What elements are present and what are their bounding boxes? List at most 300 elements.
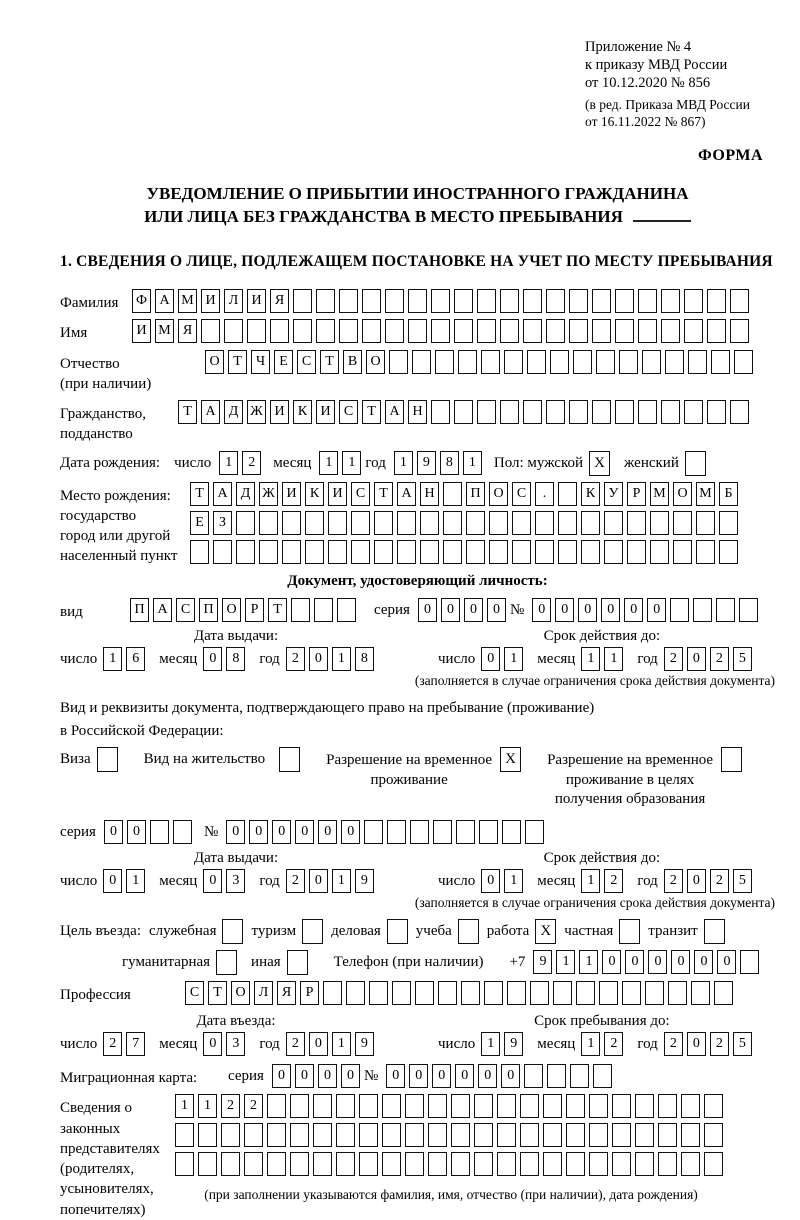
- char-box[interactable]: Д: [236, 482, 255, 506]
- char-box[interactable]: [730, 400, 749, 424]
- char-box[interactable]: Д: [224, 400, 243, 424]
- char-box[interactable]: [688, 350, 707, 374]
- char-box[interactable]: [520, 1094, 539, 1118]
- char-box[interactable]: [704, 1152, 723, 1176]
- char-box[interactable]: [290, 1094, 309, 1118]
- surname-boxes[interactable]: [132, 289, 753, 313]
- char-box[interactable]: [316, 319, 335, 343]
- char-box[interactable]: [431, 289, 450, 313]
- char-box[interactable]: [638, 319, 657, 343]
- char-box[interactable]: [670, 598, 689, 622]
- char-box[interactable]: 0: [203, 869, 222, 893]
- char-box[interactable]: Т: [362, 400, 381, 424]
- char-box[interactable]: З: [213, 511, 232, 535]
- char-box[interactable]: [604, 511, 623, 535]
- char-box[interactable]: 1: [332, 1032, 351, 1056]
- char-box[interactable]: 1: [175, 1094, 194, 1118]
- char-box[interactable]: [661, 289, 680, 313]
- char-box[interactable]: [570, 1064, 589, 1088]
- char-box[interactable]: [592, 400, 611, 424]
- char-box[interactable]: [500, 289, 519, 313]
- char-box[interactable]: [525, 820, 544, 844]
- char-box[interactable]: 0: [464, 598, 483, 622]
- char-box[interactable]: [592, 289, 611, 313]
- char-box[interactable]: [443, 482, 462, 506]
- char-box[interactable]: 0: [717, 950, 736, 974]
- char-box[interactable]: 0: [432, 1064, 451, 1088]
- char-box[interactable]: 1: [604, 647, 623, 671]
- char-box[interactable]: 2: [710, 647, 729, 671]
- visa-checkbox[interactable]: [97, 747, 118, 772]
- char-box[interactable]: [707, 319, 726, 343]
- char-box[interactable]: [650, 511, 669, 535]
- char-box[interactable]: 0: [481, 869, 500, 893]
- char-box[interactable]: [716, 598, 735, 622]
- char-box[interactable]: [374, 540, 393, 564]
- char-box[interactable]: [431, 319, 450, 343]
- char-box[interactable]: С: [339, 400, 358, 424]
- char-box[interactable]: 2: [710, 1032, 729, 1056]
- char-box[interactable]: [707, 400, 726, 424]
- identity-issue-year-boxes[interactable]: [286, 647, 378, 671]
- char-box[interactable]: [392, 981, 411, 1005]
- char-box[interactable]: [405, 1094, 424, 1118]
- char-box[interactable]: [581, 540, 600, 564]
- char-box[interactable]: [313, 1123, 332, 1147]
- char-box[interactable]: С: [185, 981, 204, 1005]
- doc-series-boxes[interactable]: [418, 598, 510, 622]
- identity-until-day-boxes[interactable]: [481, 647, 527, 671]
- char-box[interactable]: [524, 1064, 543, 1088]
- char-box[interactable]: 3: [226, 1032, 245, 1056]
- char-box[interactable]: [412, 350, 431, 374]
- char-box[interactable]: Ж: [259, 482, 278, 506]
- char-box[interactable]: 2: [286, 647, 305, 671]
- char-box[interactable]: [566, 1094, 585, 1118]
- char-box[interactable]: 0: [272, 820, 291, 844]
- char-box[interactable]: [359, 1152, 378, 1176]
- char-box[interactable]: О: [673, 482, 692, 506]
- char-box[interactable]: [523, 400, 542, 424]
- char-box[interactable]: [569, 400, 588, 424]
- char-box[interactable]: [734, 350, 753, 374]
- birthdate-year-boxes[interactable]: [394, 451, 486, 475]
- char-box[interactable]: 0: [309, 647, 328, 671]
- birthdate-month-boxes[interactable]: [319, 451, 365, 475]
- char-box[interactable]: 0: [687, 1032, 706, 1056]
- char-box[interactable]: [397, 511, 416, 535]
- char-box[interactable]: [415, 981, 434, 1005]
- char-box[interactable]: [374, 511, 393, 535]
- char-box[interactable]: [267, 1152, 286, 1176]
- char-box[interactable]: 2: [244, 1094, 263, 1118]
- char-box[interactable]: [681, 1123, 700, 1147]
- char-box[interactable]: 0: [602, 950, 621, 974]
- char-box[interactable]: И: [132, 319, 151, 343]
- char-box[interactable]: [512, 540, 531, 564]
- permit-issue-month-boxes[interactable]: [203, 869, 249, 893]
- char-box[interactable]: [658, 1094, 677, 1118]
- char-box[interactable]: 1: [332, 647, 351, 671]
- purpose-humanitarian-checkbox[interactable]: [216, 950, 237, 975]
- char-box[interactable]: [385, 319, 404, 343]
- char-box[interactable]: [150, 820, 169, 844]
- char-box[interactable]: [497, 1094, 516, 1118]
- char-box[interactable]: [454, 289, 473, 313]
- char-box[interactable]: 0: [601, 598, 620, 622]
- char-box[interactable]: 9: [355, 869, 374, 893]
- char-box[interactable]: [454, 319, 473, 343]
- citizenship-boxes[interactable]: [178, 400, 753, 424]
- char-box[interactable]: 2: [710, 869, 729, 893]
- char-box[interactable]: И: [270, 400, 289, 424]
- char-box[interactable]: [337, 598, 356, 622]
- char-box[interactable]: 0: [418, 598, 437, 622]
- char-box[interactable]: Т: [374, 482, 393, 506]
- char-box[interactable]: 1: [481, 1032, 500, 1056]
- birthplace-row1-boxes[interactable]: [190, 482, 742, 506]
- char-box[interactable]: [558, 540, 577, 564]
- char-box[interactable]: [175, 1152, 194, 1176]
- char-box[interactable]: 1: [342, 451, 361, 475]
- char-box[interactable]: 1: [556, 950, 575, 974]
- char-box[interactable]: 2: [664, 869, 683, 893]
- char-box[interactable]: 0: [555, 598, 574, 622]
- char-box[interactable]: [213, 540, 232, 564]
- char-box[interactable]: [711, 350, 730, 374]
- char-box[interactable]: Р: [245, 598, 264, 622]
- char-box[interactable]: [397, 540, 416, 564]
- char-box[interactable]: [635, 1094, 654, 1118]
- char-box[interactable]: 0: [272, 1064, 291, 1088]
- char-box[interactable]: [339, 289, 358, 313]
- identity-issue-day-boxes[interactable]: [103, 647, 149, 671]
- char-box[interactable]: 0: [578, 598, 597, 622]
- char-box[interactable]: Я: [178, 319, 197, 343]
- char-box[interactable]: [596, 350, 615, 374]
- char-box[interactable]: 8: [355, 647, 374, 671]
- char-box[interactable]: К: [305, 482, 324, 506]
- char-box[interactable]: [477, 400, 496, 424]
- char-box[interactable]: У: [604, 482, 623, 506]
- char-box[interactable]: [543, 1123, 562, 1147]
- char-box[interactable]: Я: [270, 289, 289, 313]
- char-box[interactable]: И: [316, 400, 335, 424]
- entry-day-boxes[interactable]: [103, 1032, 149, 1056]
- char-box[interactable]: 0: [295, 1064, 314, 1088]
- char-box[interactable]: М: [155, 319, 174, 343]
- char-box[interactable]: [530, 981, 549, 1005]
- char-box[interactable]: 0: [671, 950, 690, 974]
- char-box[interactable]: [336, 1123, 355, 1147]
- char-box[interactable]: [428, 1123, 447, 1147]
- char-box[interactable]: [305, 540, 324, 564]
- char-box[interactable]: [198, 1152, 217, 1176]
- char-box[interactable]: [550, 350, 569, 374]
- char-box[interactable]: [576, 981, 595, 1005]
- char-box[interactable]: 0: [481, 647, 500, 671]
- char-box[interactable]: [696, 511, 715, 535]
- char-box[interactable]: П: [199, 598, 218, 622]
- char-box[interactable]: [466, 511, 485, 535]
- doc-type-boxes[interactable]: [130, 598, 360, 622]
- char-box[interactable]: [650, 540, 669, 564]
- char-box[interactable]: [520, 1123, 539, 1147]
- char-box[interactable]: [479, 820, 498, 844]
- char-box[interactable]: [507, 981, 526, 1005]
- char-box[interactable]: Н: [408, 400, 427, 424]
- identity-until-month-boxes[interactable]: [581, 647, 627, 671]
- char-box[interactable]: [477, 319, 496, 343]
- char-box[interactable]: [323, 981, 342, 1005]
- char-box[interactable]: [527, 350, 546, 374]
- char-box[interactable]: [461, 981, 480, 1005]
- char-box[interactable]: [451, 1094, 470, 1118]
- char-box[interactable]: [714, 981, 733, 1005]
- purpose-official-checkbox[interactable]: [222, 919, 243, 944]
- char-box[interactable]: [201, 319, 220, 343]
- char-box[interactable]: 0: [625, 950, 644, 974]
- char-box[interactable]: 2: [604, 869, 623, 893]
- char-box[interactable]: [696, 540, 715, 564]
- char-box[interactable]: [512, 511, 531, 535]
- char-box[interactable]: [719, 511, 738, 535]
- char-box[interactable]: О: [222, 598, 241, 622]
- char-box[interactable]: [665, 350, 684, 374]
- char-box[interactable]: 0: [103, 869, 122, 893]
- purpose-transit-checkbox[interactable]: [704, 919, 725, 944]
- char-box[interactable]: Я: [277, 981, 296, 1005]
- char-box[interactable]: [673, 540, 692, 564]
- char-box[interactable]: 1: [581, 869, 600, 893]
- char-box[interactable]: [569, 289, 588, 313]
- birthdate-day-boxes[interactable]: [219, 451, 265, 475]
- char-box[interactable]: И: [328, 482, 347, 506]
- stay-year-boxes[interactable]: [664, 1032, 756, 1056]
- char-box[interactable]: [581, 511, 600, 535]
- char-box[interactable]: [293, 319, 312, 343]
- char-box[interactable]: [408, 289, 427, 313]
- char-box[interactable]: Е: [274, 350, 293, 374]
- char-box[interactable]: [546, 319, 565, 343]
- char-box[interactable]: [546, 400, 565, 424]
- char-box[interactable]: [497, 1152, 516, 1176]
- char-box[interactable]: [369, 981, 388, 1005]
- char-box[interactable]: [730, 289, 749, 313]
- char-box[interactable]: .: [535, 482, 554, 506]
- char-box[interactable]: [707, 289, 726, 313]
- char-box[interactable]: 1: [198, 1094, 217, 1118]
- char-box[interactable]: [364, 820, 383, 844]
- char-box[interactable]: [236, 511, 255, 535]
- char-box[interactable]: 9: [533, 950, 552, 974]
- char-box[interactable]: [267, 1094, 286, 1118]
- char-box[interactable]: И: [201, 289, 220, 313]
- char-box[interactable]: [543, 1152, 562, 1176]
- char-box[interactable]: 0: [309, 1032, 328, 1056]
- char-box[interactable]: [638, 289, 657, 313]
- char-box[interactable]: [642, 350, 661, 374]
- char-box[interactable]: [435, 350, 454, 374]
- char-box[interactable]: 0: [687, 647, 706, 671]
- char-box[interactable]: 1: [579, 950, 598, 974]
- char-box[interactable]: [443, 511, 462, 535]
- char-box[interactable]: Т: [268, 598, 287, 622]
- char-box[interactable]: 2: [664, 1032, 683, 1056]
- char-box[interactable]: К: [581, 482, 600, 506]
- char-box[interactable]: [638, 400, 657, 424]
- char-box[interactable]: 0: [203, 1032, 222, 1056]
- char-box[interactable]: 1: [463, 451, 482, 475]
- char-box[interactable]: [693, 598, 712, 622]
- char-box[interactable]: [351, 511, 370, 535]
- char-box[interactable]: [500, 319, 519, 343]
- char-box[interactable]: [420, 540, 439, 564]
- char-box[interactable]: 5: [733, 869, 752, 893]
- char-box[interactable]: [362, 319, 381, 343]
- title-blank-underline[interactable]: [633, 208, 691, 222]
- char-box[interactable]: [466, 540, 485, 564]
- char-box[interactable]: А: [201, 400, 220, 424]
- char-box[interactable]: [658, 1152, 677, 1176]
- char-box[interactable]: [684, 400, 703, 424]
- char-box[interactable]: [267, 1123, 286, 1147]
- char-box[interactable]: [362, 289, 381, 313]
- char-box[interactable]: 0: [295, 820, 314, 844]
- char-box[interactable]: 2: [221, 1094, 240, 1118]
- char-box[interactable]: [328, 540, 347, 564]
- char-box[interactable]: М: [650, 482, 669, 506]
- temp-permit-checkbox[interactable]: X: [500, 747, 521, 772]
- birthplace-row2-boxes[interactable]: [190, 511, 742, 535]
- char-box[interactable]: О: [231, 981, 250, 1005]
- char-box[interactable]: [382, 1123, 401, 1147]
- char-box[interactable]: [305, 511, 324, 535]
- char-box[interactable]: [489, 511, 508, 535]
- char-box[interactable]: 7: [126, 1032, 145, 1056]
- permit-issue-day-boxes[interactable]: [103, 869, 149, 893]
- char-box[interactable]: [244, 1123, 263, 1147]
- char-box[interactable]: А: [153, 598, 172, 622]
- char-box[interactable]: [500, 400, 519, 424]
- char-box[interactable]: 1: [219, 451, 238, 475]
- char-box[interactable]: [221, 1123, 240, 1147]
- char-box[interactable]: [382, 1094, 401, 1118]
- representatives-row2-boxes[interactable]: [175, 1123, 727, 1147]
- char-box[interactable]: 2: [604, 1032, 623, 1056]
- char-box[interactable]: И: [282, 482, 301, 506]
- char-box[interactable]: [221, 1152, 240, 1176]
- char-box[interactable]: [236, 540, 255, 564]
- char-box[interactable]: [336, 1094, 355, 1118]
- char-box[interactable]: [615, 289, 634, 313]
- migration-series-boxes[interactable]: [272, 1064, 364, 1088]
- char-box[interactable]: [593, 1064, 612, 1088]
- char-box[interactable]: 1: [332, 869, 351, 893]
- char-box[interactable]: 0: [341, 820, 360, 844]
- char-box[interactable]: 0: [409, 1064, 428, 1088]
- char-box[interactable]: [704, 1123, 723, 1147]
- char-box[interactable]: [730, 319, 749, 343]
- char-box[interactable]: [259, 540, 278, 564]
- identity-until-year-boxes[interactable]: [664, 647, 756, 671]
- char-box[interactable]: Т: [190, 482, 209, 506]
- char-box[interactable]: 1: [581, 1032, 600, 1056]
- char-box[interactable]: К: [293, 400, 312, 424]
- char-box[interactable]: [190, 540, 209, 564]
- char-box[interactable]: [635, 1123, 654, 1147]
- char-box[interactable]: [382, 1152, 401, 1176]
- name-boxes[interactable]: [132, 319, 753, 343]
- char-box[interactable]: 0: [386, 1064, 405, 1088]
- char-box[interactable]: [420, 511, 439, 535]
- char-box[interactable]: [410, 820, 429, 844]
- char-box[interactable]: [535, 511, 554, 535]
- char-box[interactable]: [293, 289, 312, 313]
- char-box[interactable]: [224, 319, 243, 343]
- char-box[interactable]: [316, 289, 335, 313]
- char-box[interactable]: 1: [126, 869, 145, 893]
- char-box[interactable]: [612, 1094, 631, 1118]
- char-box[interactable]: [346, 981, 365, 1005]
- char-box[interactable]: [691, 981, 710, 1005]
- char-box[interactable]: 0: [104, 820, 123, 844]
- char-box[interactable]: Н: [420, 482, 439, 506]
- char-box[interactable]: [336, 1152, 355, 1176]
- char-box[interactable]: Е: [190, 511, 209, 535]
- char-box[interactable]: 0: [455, 1064, 474, 1088]
- char-box[interactable]: [451, 1123, 470, 1147]
- char-box[interactable]: [270, 319, 289, 343]
- char-box[interactable]: 2: [286, 869, 305, 893]
- purpose-work-checkbox[interactable]: X: [535, 919, 556, 944]
- char-box[interactable]: 1: [581, 647, 600, 671]
- char-box[interactable]: [385, 289, 404, 313]
- char-box[interactable]: [681, 1152, 700, 1176]
- char-box[interactable]: [612, 1123, 631, 1147]
- char-box[interactable]: 2: [286, 1032, 305, 1056]
- char-box[interactable]: 0: [648, 950, 667, 974]
- char-box[interactable]: [589, 1094, 608, 1118]
- char-box[interactable]: [259, 511, 278, 535]
- char-box[interactable]: 0: [687, 869, 706, 893]
- char-box[interactable]: 1: [504, 647, 523, 671]
- char-box[interactable]: [523, 289, 542, 313]
- char-box[interactable]: [474, 1123, 493, 1147]
- char-box[interactable]: [431, 400, 450, 424]
- char-box[interactable]: [558, 482, 577, 506]
- char-box[interactable]: 5: [733, 1032, 752, 1056]
- char-box[interactable]: Т: [228, 350, 247, 374]
- char-box[interactable]: [604, 540, 623, 564]
- permit-number-boxes[interactable]: [226, 820, 548, 844]
- char-box[interactable]: Ж: [247, 400, 266, 424]
- char-box[interactable]: [458, 350, 477, 374]
- char-box[interactable]: [359, 1094, 378, 1118]
- char-box[interactable]: [451, 1152, 470, 1176]
- char-box[interactable]: 0: [249, 820, 268, 844]
- migration-number-boxes[interactable]: [386, 1064, 616, 1088]
- char-box[interactable]: М: [696, 482, 715, 506]
- purpose-tourism-checkbox[interactable]: [302, 919, 323, 944]
- char-box[interactable]: П: [130, 598, 149, 622]
- entry-year-boxes[interactable]: [286, 1032, 378, 1056]
- char-box[interactable]: [291, 598, 310, 622]
- char-box[interactable]: О: [205, 350, 224, 374]
- char-box[interactable]: Ф: [132, 289, 151, 313]
- char-box[interactable]: [546, 289, 565, 313]
- char-box[interactable]: [566, 1123, 585, 1147]
